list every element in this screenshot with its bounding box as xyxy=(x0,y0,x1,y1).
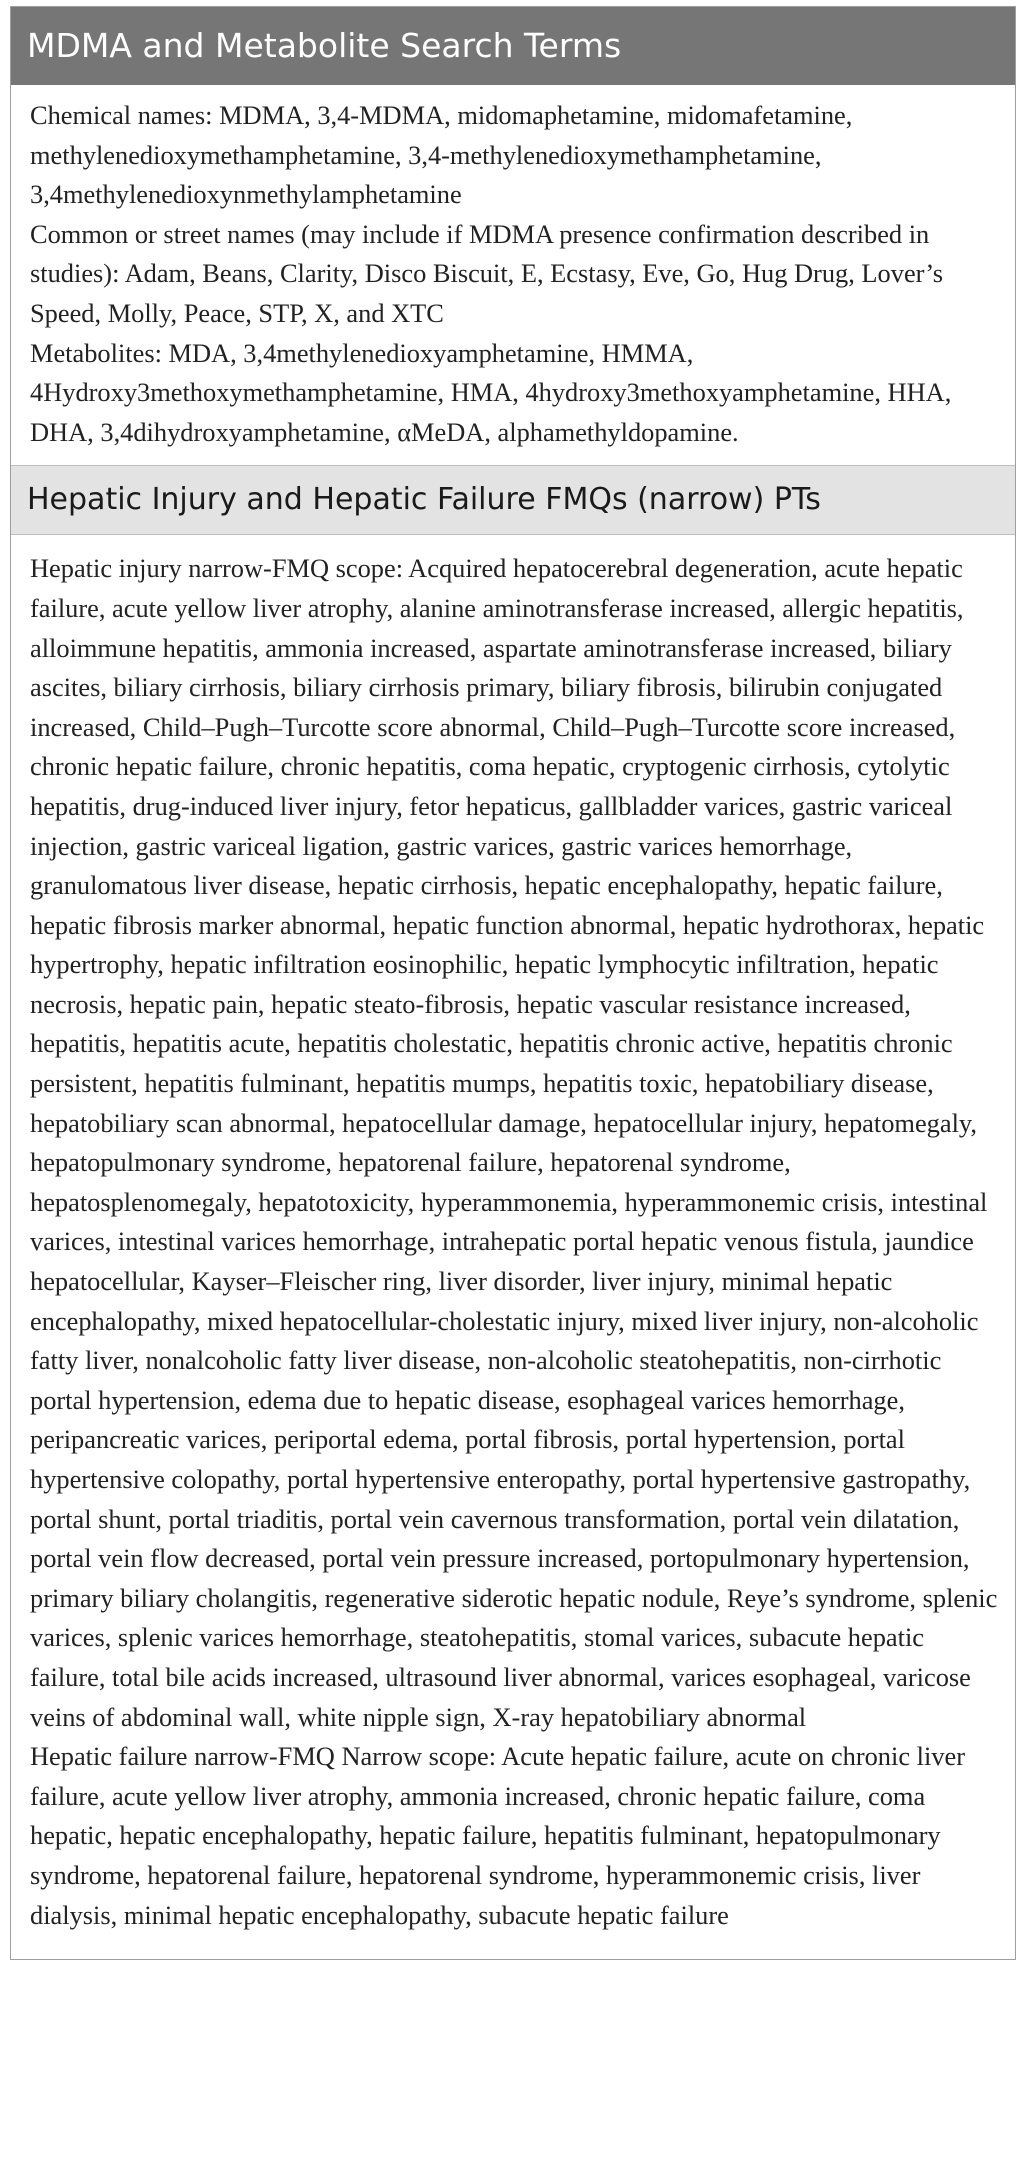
mdma-terms-cell xyxy=(11,85,1015,465)
hepatic-injury-paragraph: Hepatic injury narrow-FMQ scope: Acquired hepatocerebral degeneration, acute hepatic failure, acute yellow liver atrophy, alanine aminotransferase increased, allergic hepatitis, alloimmune hepatitis, ammonia increased, aspartate aminotransferase increased, biliary ascites, biliary cirrhosis, biliary cirrhosis primary, biliary fibrosis, bilirubin conjugated increased, Child–Pugh–Turcotte score abnormal, Child–Pugh–Turcotte score increased, chronic hepatic failure, chronic hepatitis, coma hepatic, cryptogenic cirrhosis, cytolytic hepatitis, drug-induced liver injury, fetor hepaticus, gallbladder varices, gastric variceal injection, gastric variceal ligation, gastric varices, gastric varices hemorrhage, granulomatous liver disease, hepatic cirrhosis, hepatic encephalopathy, hepatic failure, hepatic fibrosis marker abnormal, hepatic function abnormal, hepatic hydrothorax, hepatic hypertrophy, hepatic infiltration eosinophilic, hepatic lymphocytic infiltration, hepatic necrosis, hepatic pain, hepatic steato-fibrosis, hepatic vascular resistance increased, hepatitis, hepatitis acute, hepatitis cholestatic, hepatitis chronic active, hepatitis chronic persistent, hepatitis fulminant, hepatitis mumps, hepatitis toxic, hepatobiliary disease, hepatobiliary scan abnormal, hepatocellular damage, hepatocellular injury, hepatomegaly, hepatopulmonary syndrome, hepatorenal failure, hepatorenal syndrome, hepatosplenomegaly, hepatotoxicity, hyperammonemia, hyperammonemic crisis, intestinal varices, intestinal varices hemorrhage, intrahepatic portal hepatic venous fistula, jaundice hepatocellular, Kayser–Fleischer ring, liver disorder, liver injury, minimal hepatic encephalopathy, mixed hepatocellular-cholestatic injury, mixed liver injury, non-alcoholic fatty liver, nonalcoholic fatty liver disease, non-alcoholic steatohepatitis, non-cirrhotic portal hypertension, edema due to hepatic disease, esophageal varices hemorrhage, peripancreatic varices, periportal edema, portal fibrosis, portal hypertension, portal hypertensive colopathy, portal hypertensive enteropathy, portal hypertensive gastropathy, portal shunt, portal triaditis, portal vein cavernous transformation, portal vein dilatation, portal vein flow decreased, portal vein pressure increased, portopulmonary hypertension, primary biliary cholangitis, regenerative siderotic hepatic nodule, Reye’s syndrome, splenic varices, splenic varices hemorrhage, steatohepatitis, stomal varices, subacute hepatic failure, total bile acids increased, ultrasound liver abnormal, varices esophageal, varicose veins of abdominal wall, white nipple sign, X-ray hepatobiliary abnormal xyxy=(30,553,998,1732)
street-names-paragraph: Common or street names (may include if MDMA presence confirmation described in studies): Adam, Beans, Clarity, Disco Biscuit, E, Ecstasy, Eve, Go, Hug Drug, Lover’s Speed, Molly, Peace, STP, X, and XTC xyxy=(30,218,944,328)
metabolites-paragraph: Metabolites: MDA, 3,4methylenedioxyamphetamine, HMMA, 4Hydroxy3methoxymethamphetamine, HMA, 4hydroxy3methoxyamphetamine, HHA, DHA, 3,4dihydroxyamphetamine, αMeDA, alphamethyldopamine. xyxy=(30,337,952,447)
hepatic-terms-cell xyxy=(11,535,1015,1959)
table-title: MDMA and Metabolite Search Terms xyxy=(11,7,1015,85)
hepatic-failure-paragraph: Hepatic failure narrow-FMQ Narrow scope: Acute hepatic failure, acute on chronic liver failure, acute yellow liver atrophy, ammonia increased, chronic hepatic failure, coma hepatic, hepatic encephalopathy, hepatic failure, hepatitis fulminant, hepatopulmonary syndrome, hepatorenal failure, hepatorenal syndrome, hyperammonemic crisis, liver dialysis, minimal hepatic encephalopathy, subacute hepatic failure xyxy=(30,1741,966,1930)
section-heading: Hepatic Injury and Hepatic Failure FMQs (narrow) PTs xyxy=(11,465,1015,535)
chemical-names-paragraph: Chemical names: MDMA, 3,4-MDMA, midomaphetamine, midomafetamine, methylenedioxymethamphetamine, 3,4-methylenedioxymethamphetamine, 3,4methylenedioxynmethylamphetamine xyxy=(30,100,853,210)
search-terms-table xyxy=(10,6,1016,1960)
